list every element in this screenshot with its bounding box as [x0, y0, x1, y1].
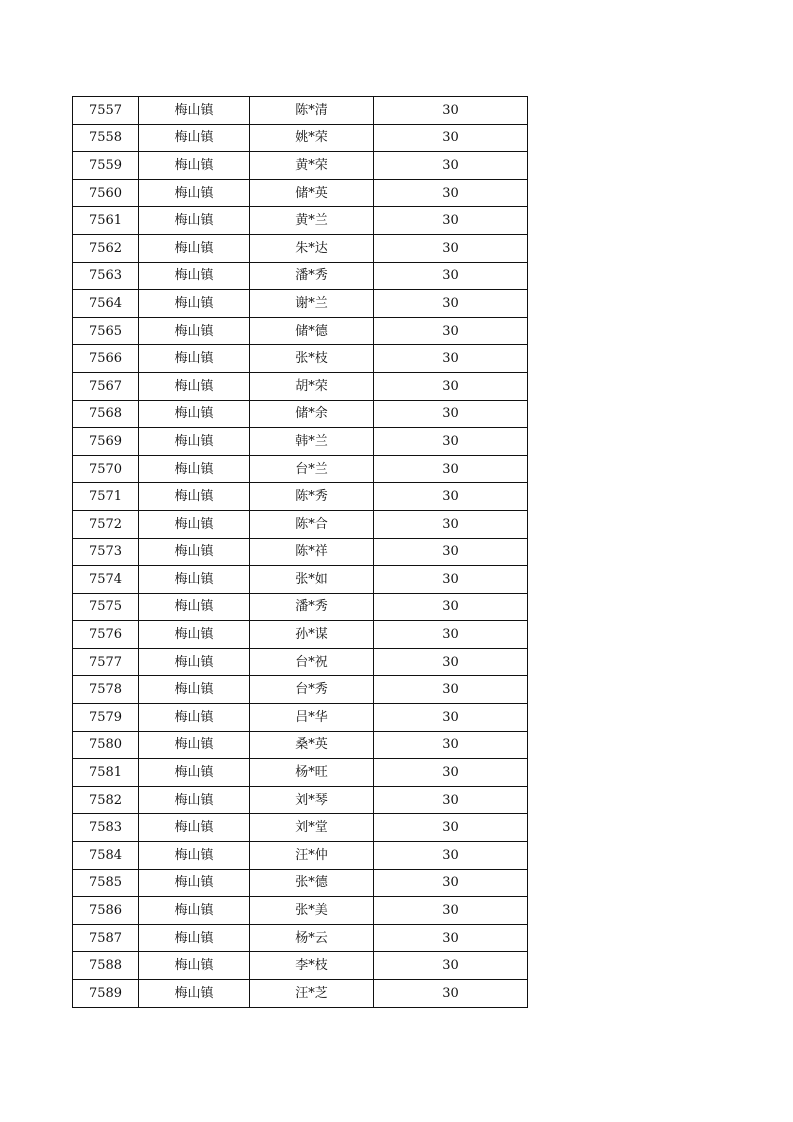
name-cell: 黄*兰 [250, 207, 374, 235]
row-number-cell: 7567 [73, 372, 139, 400]
row-number-cell: 7578 [73, 676, 139, 704]
amount-cell: 30 [374, 152, 528, 180]
row-number-cell: 7588 [73, 952, 139, 980]
table-row [73, 345, 528, 373]
town-cell: 梅山镇 [139, 483, 250, 511]
table-row [73, 759, 528, 787]
town-cell: 梅山镇 [139, 510, 250, 538]
town-cell: 梅山镇 [139, 593, 250, 621]
name-cell: 潘*秀 [250, 262, 374, 290]
name-cell: 李*枝 [250, 952, 374, 980]
name-cell: 张*美 [250, 897, 374, 925]
town-cell: 梅山镇 [139, 317, 250, 345]
amount-cell: 30 [374, 704, 528, 732]
town-cell: 梅山镇 [139, 428, 250, 456]
row-number-cell: 7583 [73, 814, 139, 842]
table-row [73, 317, 528, 345]
amount-cell: 30 [374, 97, 528, 125]
table-row [73, 455, 528, 483]
town-cell: 梅山镇 [139, 234, 250, 262]
town-cell: 梅山镇 [139, 179, 250, 207]
town-cell: 梅山镇 [139, 262, 250, 290]
town-cell: 梅山镇 [139, 345, 250, 373]
row-number-cell: 7562 [73, 234, 139, 262]
name-cell: 胡*荣 [250, 372, 374, 400]
amount-cell: 30 [374, 786, 528, 814]
amount-cell: 30 [374, 179, 528, 207]
name-cell: 谢*兰 [250, 290, 374, 318]
name-cell: 刘*堂 [250, 814, 374, 842]
amount-cell: 30 [374, 731, 528, 759]
name-cell: 汪*芝 [250, 980, 374, 1008]
name-cell: 储*英 [250, 179, 374, 207]
table-row [73, 952, 528, 980]
name-cell: 储*德 [250, 317, 374, 345]
amount-cell: 30 [374, 814, 528, 842]
town-cell: 梅山镇 [139, 924, 250, 952]
row-number-cell: 7565 [73, 317, 139, 345]
table-row [73, 786, 528, 814]
name-cell: 储*余 [250, 400, 374, 428]
name-cell: 台*秀 [250, 676, 374, 704]
table-row [73, 207, 528, 235]
table-row [73, 179, 528, 207]
amount-cell: 30 [374, 842, 528, 870]
town-cell: 梅山镇 [139, 372, 250, 400]
row-number-cell: 7560 [73, 179, 139, 207]
town-cell: 梅山镇 [139, 455, 250, 483]
town-cell: 梅山镇 [139, 814, 250, 842]
table-row [73, 621, 528, 649]
name-cell: 汪*仲 [250, 842, 374, 870]
town-cell: 梅山镇 [139, 648, 250, 676]
town-cell: 梅山镇 [139, 759, 250, 787]
name-cell: 张*德 [250, 869, 374, 897]
town-cell: 梅山镇 [139, 124, 250, 152]
name-cell: 韩*兰 [250, 428, 374, 456]
row-number-cell: 7580 [73, 731, 139, 759]
row-number-cell: 7559 [73, 152, 139, 180]
town-cell: 梅山镇 [139, 207, 250, 235]
row-number-cell: 7566 [73, 345, 139, 373]
amount-cell: 30 [374, 483, 528, 511]
amount-cell: 30 [374, 455, 528, 483]
table-row [73, 648, 528, 676]
amount-cell: 30 [374, 593, 528, 621]
amount-cell: 30 [374, 566, 528, 594]
town-cell: 梅山镇 [139, 621, 250, 649]
amount-cell: 30 [374, 400, 528, 428]
row-number-cell: 7572 [73, 510, 139, 538]
town-cell: 梅山镇 [139, 97, 250, 125]
row-number-cell: 7573 [73, 538, 139, 566]
table-row [73, 262, 528, 290]
name-cell: 陈*清 [250, 97, 374, 125]
amount-cell: 30 [374, 538, 528, 566]
table-row [73, 566, 528, 594]
table-row [73, 869, 528, 897]
row-number-cell: 7570 [73, 455, 139, 483]
row-number-cell: 7569 [73, 428, 139, 456]
amount-cell: 30 [374, 924, 528, 952]
amount-cell: 30 [374, 869, 528, 897]
name-cell: 刘*琴 [250, 786, 374, 814]
amount-cell: 30 [374, 897, 528, 925]
table-row [73, 980, 528, 1008]
name-cell: 台*祝 [250, 648, 374, 676]
town-cell: 梅山镇 [139, 897, 250, 925]
amount-cell: 30 [374, 262, 528, 290]
table-row [73, 97, 528, 125]
table-row [73, 234, 528, 262]
table-row [73, 152, 528, 180]
amount-cell: 30 [374, 952, 528, 980]
roster-table-body [73, 97, 528, 1008]
table-row [73, 290, 528, 318]
name-cell: 潘*秀 [250, 593, 374, 621]
name-cell: 陈*祥 [250, 538, 374, 566]
row-number-cell: 7561 [73, 207, 139, 235]
town-cell: 梅山镇 [139, 869, 250, 897]
town-cell: 梅山镇 [139, 676, 250, 704]
row-number-cell: 7557 [73, 97, 139, 125]
row-number-cell: 7564 [73, 290, 139, 318]
table-row [73, 510, 528, 538]
row-number-cell: 7589 [73, 980, 139, 1008]
amount-cell: 30 [374, 290, 528, 318]
table-row [73, 814, 528, 842]
row-number-cell: 7575 [73, 593, 139, 621]
amount-cell: 30 [374, 317, 528, 345]
amount-cell: 30 [374, 428, 528, 456]
name-cell: 黄*荣 [250, 152, 374, 180]
table-row [73, 924, 528, 952]
row-number-cell: 7587 [73, 924, 139, 952]
row-number-cell: 7586 [73, 897, 139, 925]
amount-cell: 30 [374, 372, 528, 400]
town-cell: 梅山镇 [139, 566, 250, 594]
amount-cell: 30 [374, 510, 528, 538]
row-number-cell: 7576 [73, 621, 139, 649]
town-cell: 梅山镇 [139, 290, 250, 318]
town-cell: 梅山镇 [139, 538, 250, 566]
row-number-cell: 7563 [73, 262, 139, 290]
row-number-cell: 7585 [73, 869, 139, 897]
name-cell: 杨*云 [250, 924, 374, 952]
name-cell: 朱*达 [250, 234, 374, 262]
amount-cell: 30 [374, 759, 528, 787]
table-row [73, 897, 528, 925]
name-cell: 桑*英 [250, 731, 374, 759]
table-row [73, 483, 528, 511]
amount-cell: 30 [374, 124, 528, 152]
table-row [73, 400, 528, 428]
row-number-cell: 7558 [73, 124, 139, 152]
amount-cell: 30 [374, 234, 528, 262]
name-cell: 陈*秀 [250, 483, 374, 511]
table-row [73, 124, 528, 152]
name-cell: 姚*荣 [250, 124, 374, 152]
amount-cell: 30 [374, 207, 528, 235]
town-cell: 梅山镇 [139, 952, 250, 980]
town-cell: 梅山镇 [139, 842, 250, 870]
table-row [73, 704, 528, 732]
town-cell: 梅山镇 [139, 980, 250, 1008]
town-cell: 梅山镇 [139, 704, 250, 732]
table-row [73, 676, 528, 704]
name-cell: 孙*谋 [250, 621, 374, 649]
row-number-cell: 7582 [73, 786, 139, 814]
name-cell: 吕*华 [250, 704, 374, 732]
table-row [73, 428, 528, 456]
table-row [73, 593, 528, 621]
row-number-cell: 7571 [73, 483, 139, 511]
town-cell: 梅山镇 [139, 731, 250, 759]
amount-cell: 30 [374, 676, 528, 704]
amount-cell: 30 [374, 345, 528, 373]
row-number-cell: 7581 [73, 759, 139, 787]
name-cell: 陈*合 [250, 510, 374, 538]
table-row [73, 731, 528, 759]
town-cell: 梅山镇 [139, 786, 250, 814]
town-cell: 梅山镇 [139, 400, 250, 428]
row-number-cell: 7584 [73, 842, 139, 870]
name-cell: 张*枝 [250, 345, 374, 373]
table-row [73, 372, 528, 400]
row-number-cell: 7568 [73, 400, 139, 428]
name-cell: 台*兰 [250, 455, 374, 483]
row-number-cell: 7577 [73, 648, 139, 676]
row-number-cell: 7579 [73, 704, 139, 732]
name-cell: 杨*旺 [250, 759, 374, 787]
name-cell: 张*如 [250, 566, 374, 594]
row-number-cell: 7574 [73, 566, 139, 594]
roster-table [72, 96, 528, 1008]
amount-cell: 30 [374, 648, 528, 676]
table-row [73, 842, 528, 870]
amount-cell: 30 [374, 980, 528, 1008]
table-row [73, 538, 528, 566]
town-cell: 梅山镇 [139, 152, 250, 180]
amount-cell: 30 [374, 621, 528, 649]
